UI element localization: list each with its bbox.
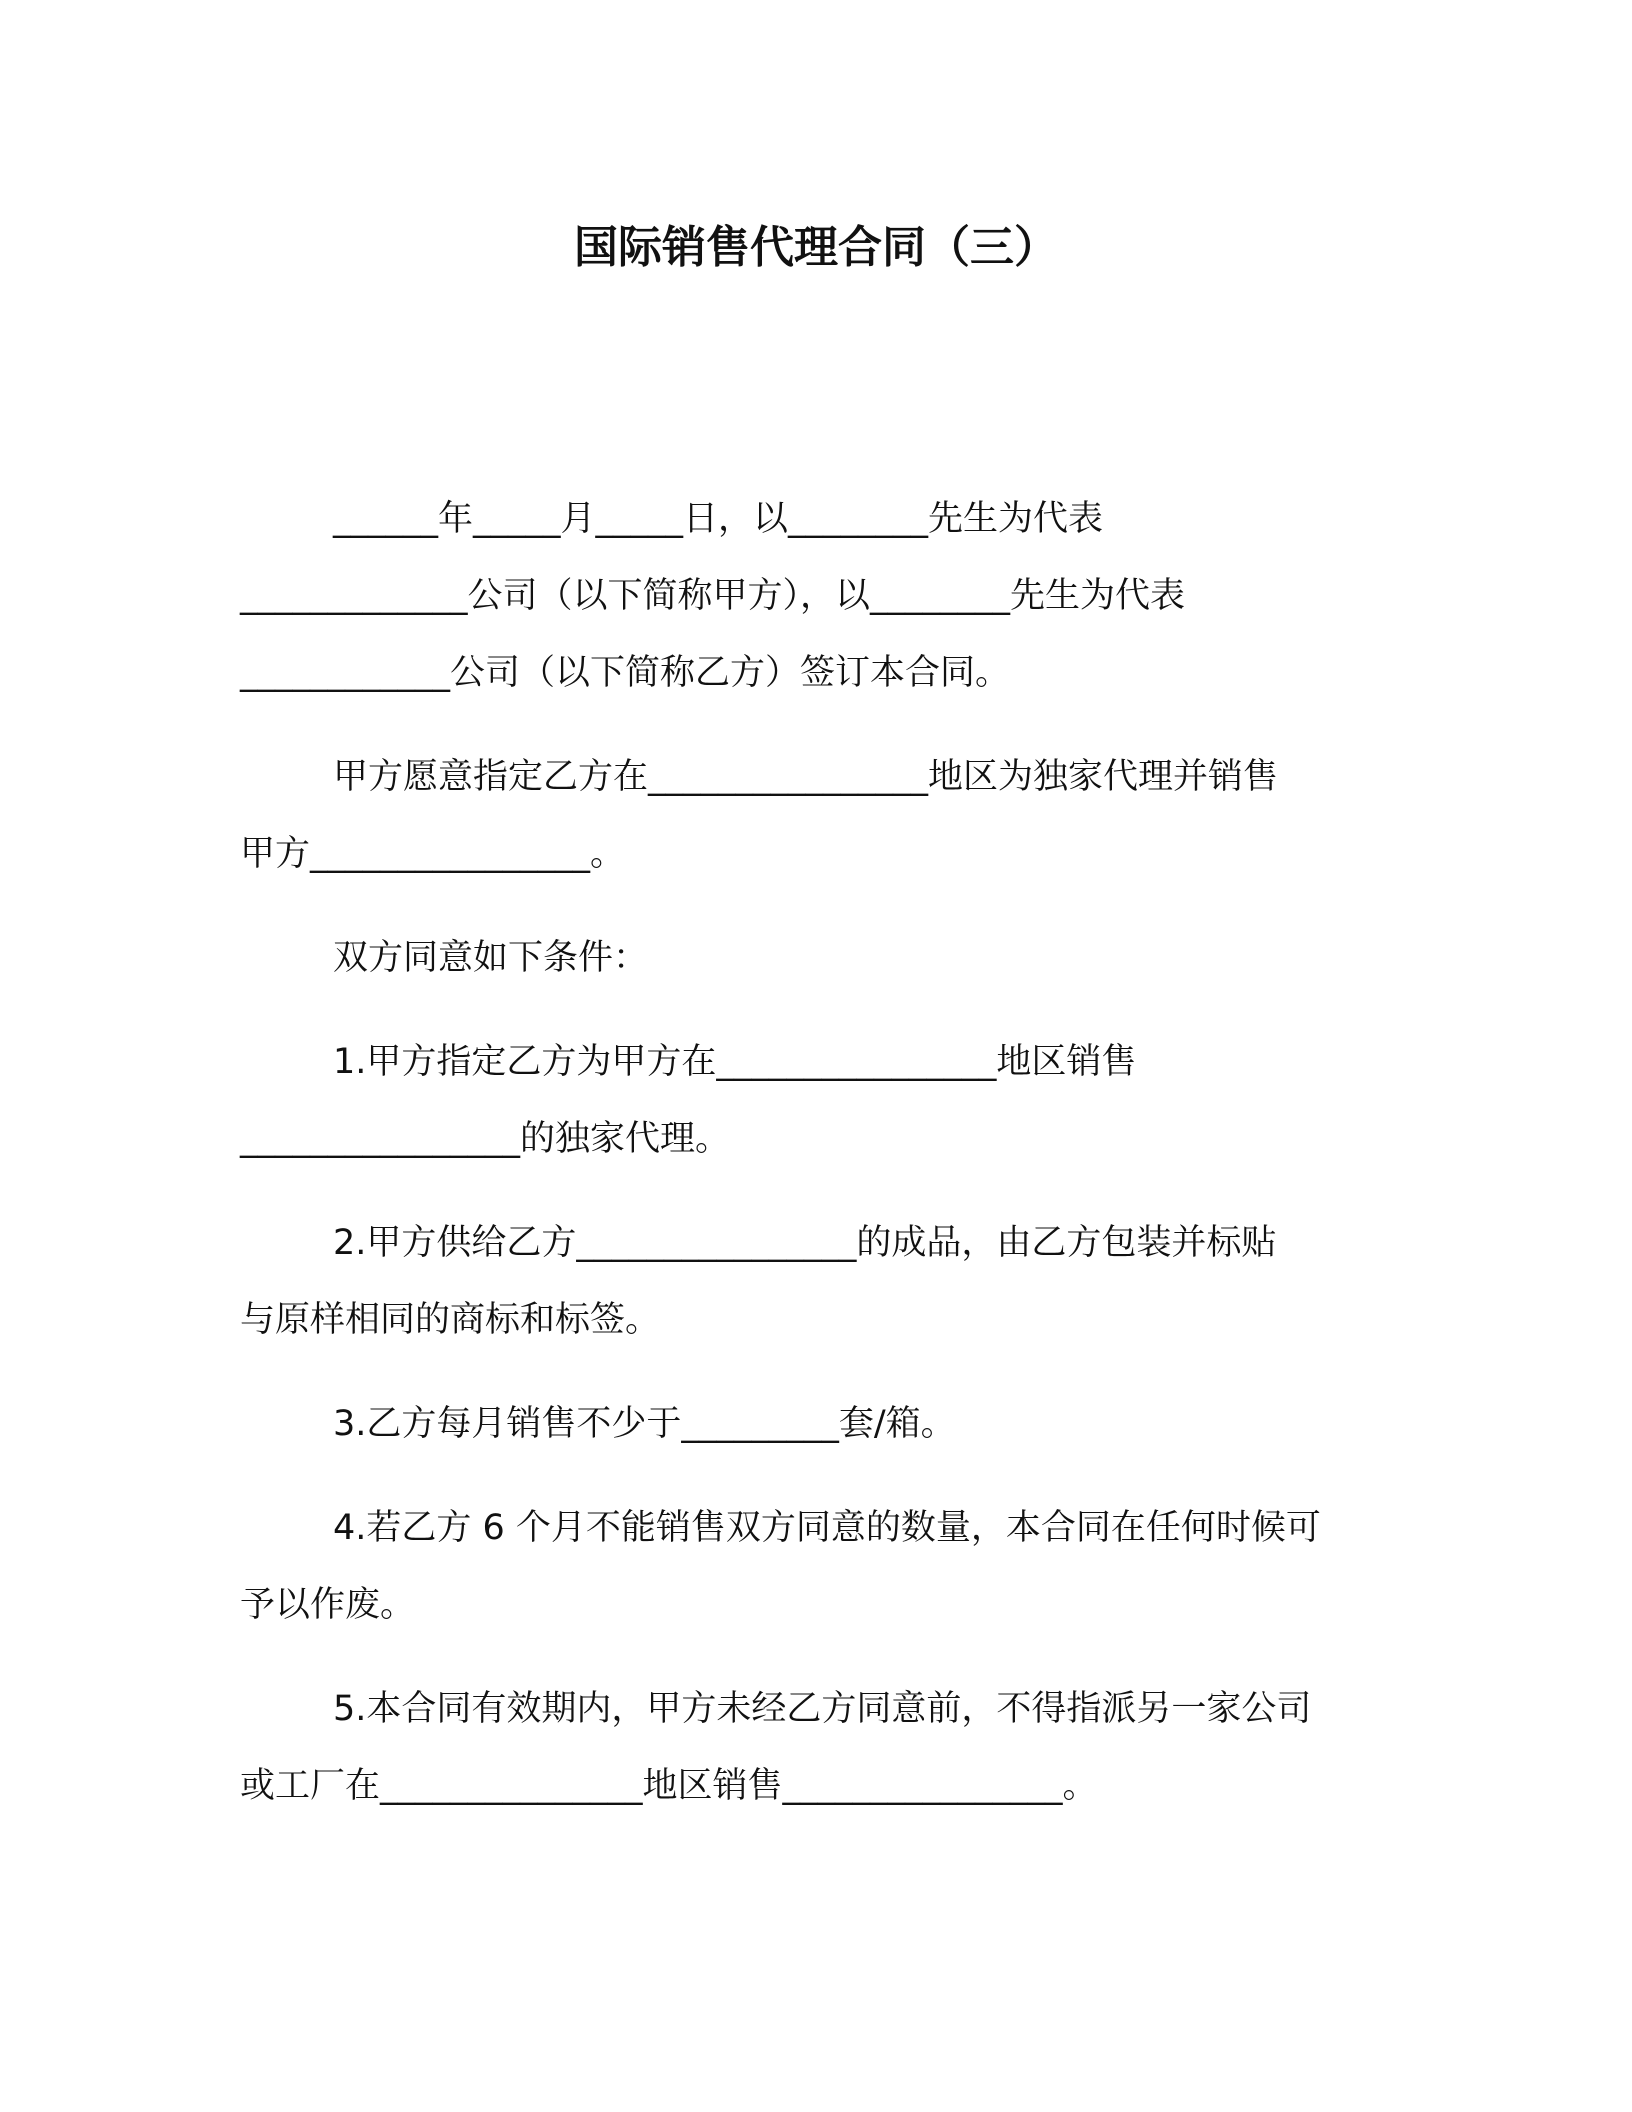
clause-3-line-1: 3.乙方每月销售不少于_________套/箱。 [333,1404,956,1444]
document-title: 国际销售代理合同（三） [574,222,1058,273]
preamble-line-2: _____________公司（以下简称甲方），以________先生为代表 [240,576,1186,616]
preamble-line-3: ____________公司（以下简称乙方）签订本合同。 [240,653,1011,693]
clause-1-line-1: 1.甲方指定乙方为甲方在________________地区销售 [333,1042,1137,1082]
appointment-line-2: 甲方________________。 [240,834,626,874]
appointment-line-1: 甲方愿意指定乙方在________________地区为独家代理并销售 [333,757,1279,797]
clause-4-line-2: 予以作废。 [240,1585,416,1625]
clause-5-line-1: 5.本合同有效期内，甲方未经乙方同意前，不得指派另一家公司 [333,1689,1312,1729]
clause-4-line-1: 4.若乙方 6 个月不能销售双方同意的数量，本合同在任何时候可 [333,1508,1321,1548]
clause-2-line-2: 与原样相同的商标和标签。 [240,1300,661,1340]
clause-1-line-2: ________________的独家代理。 [240,1119,731,1159]
clause-5-line-2: 或工厂在_______________地区销售________________。 [240,1766,1098,1806]
clause-2-line-1: 2.甲方供给乙方________________的成品，由乙方包装并标贴 [333,1223,1277,1263]
conditions-heading: 双方同意如下条件： [333,938,649,978]
preamble-line-1: ______年_____月_____日，以________先生为代表 [333,499,1104,539]
